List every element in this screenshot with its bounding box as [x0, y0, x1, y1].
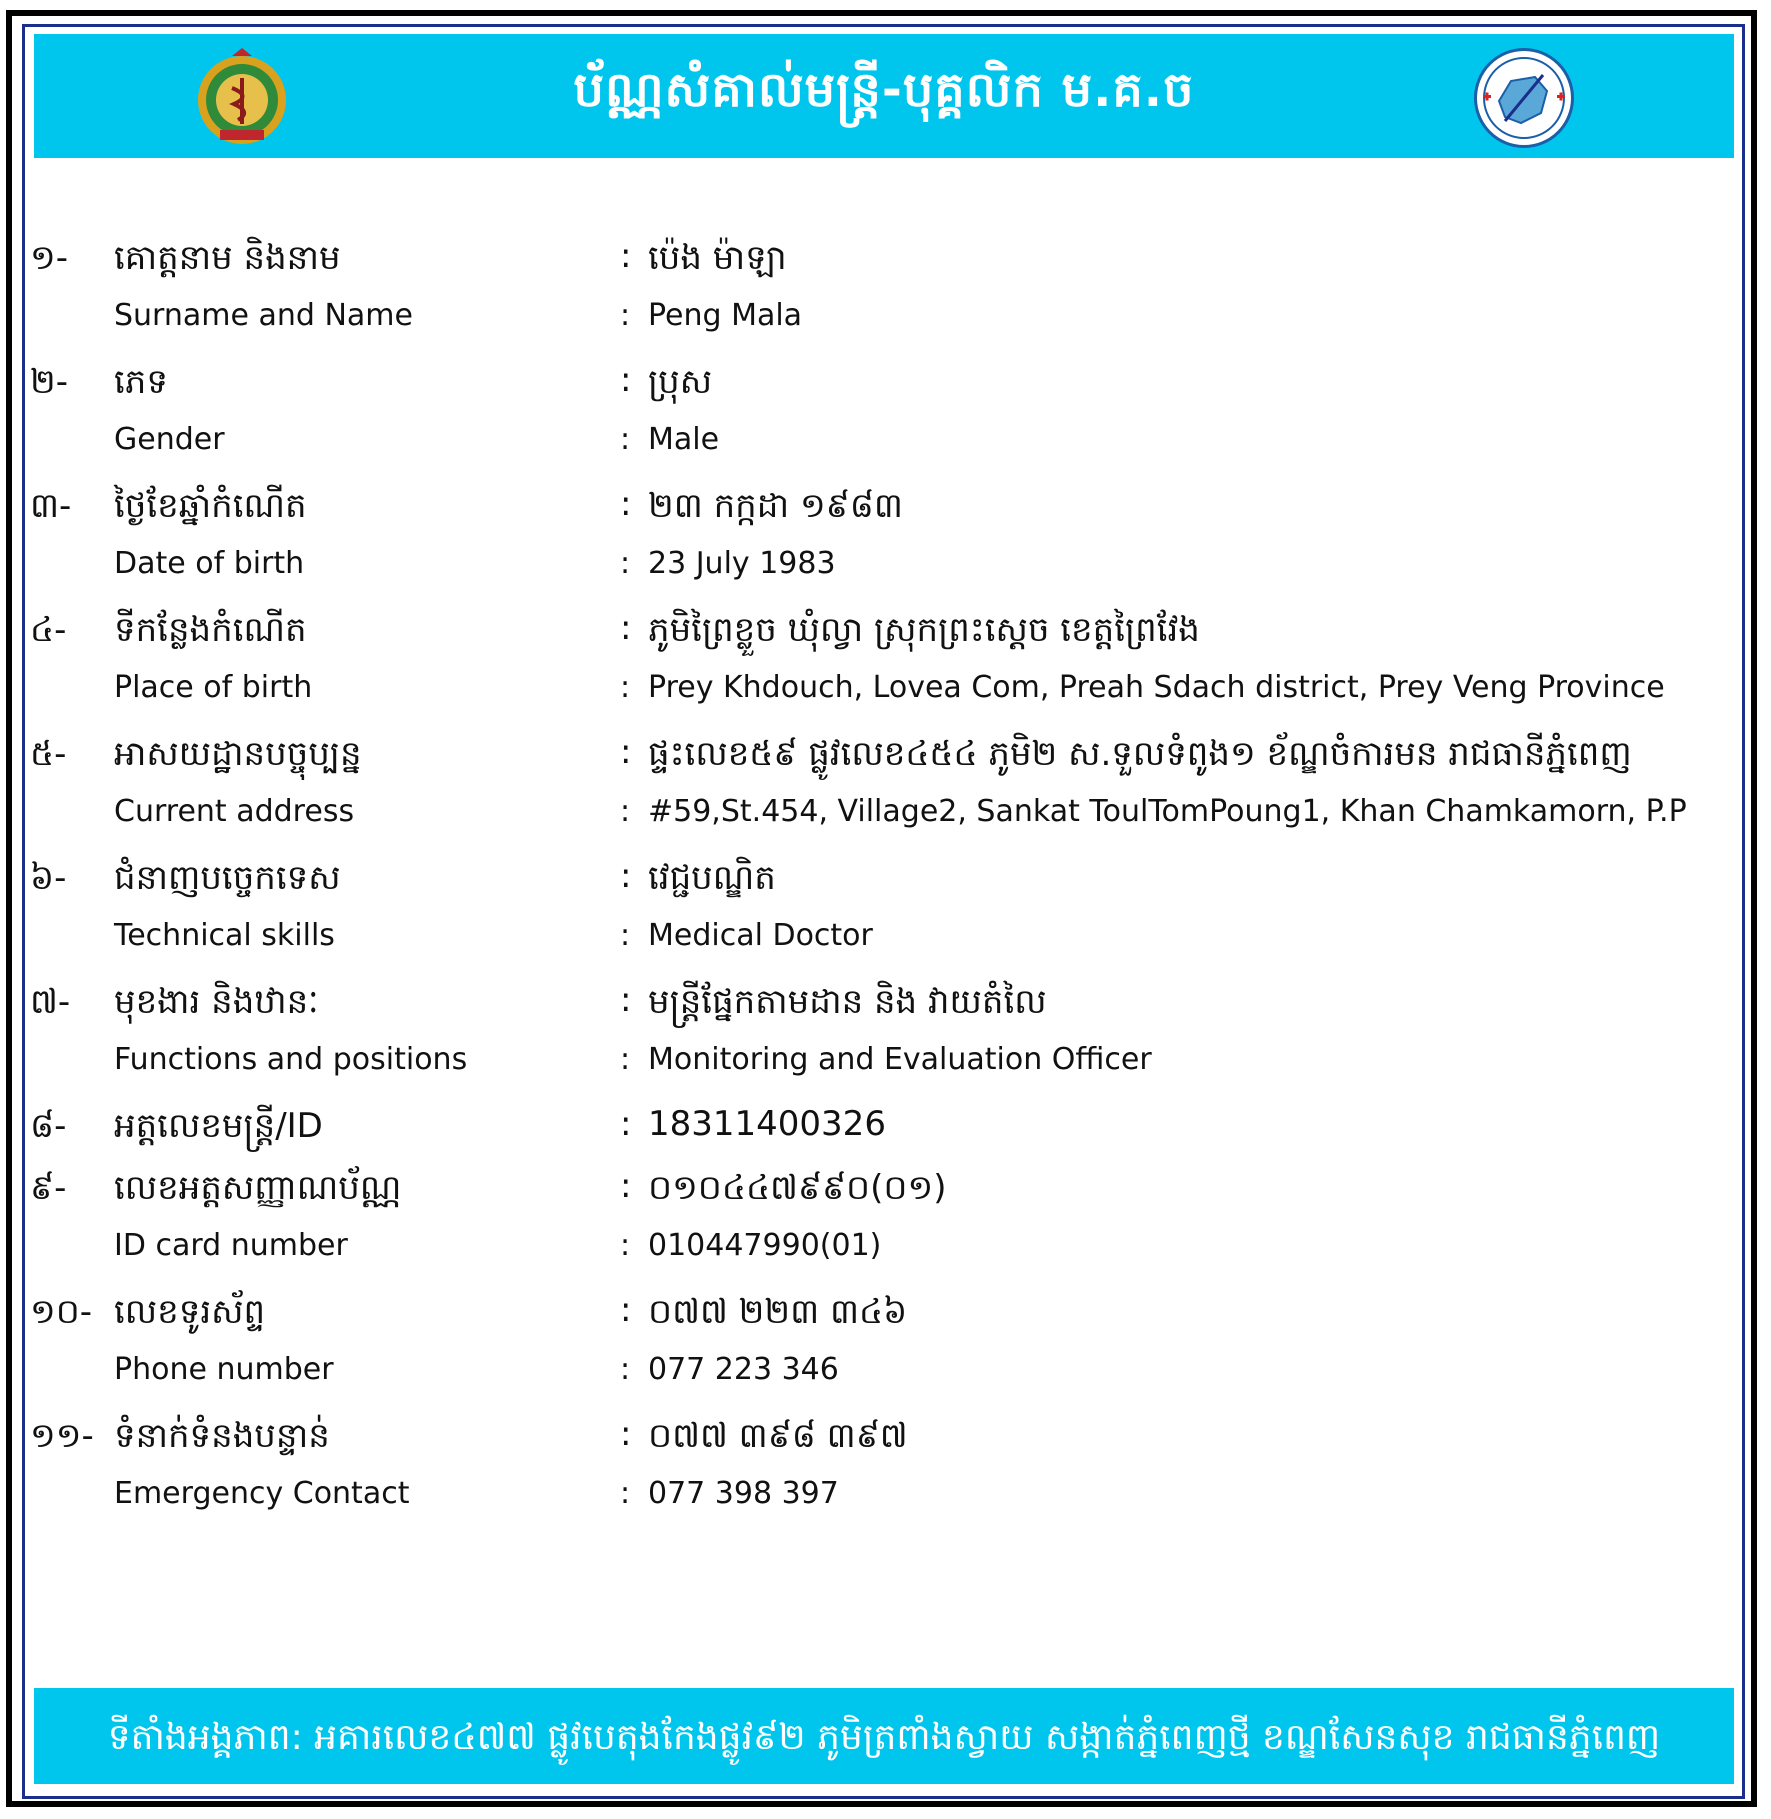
row-label: ជំនាញបច្ចេកទេស	[114, 858, 341, 898]
row-colon: :	[620, 546, 631, 581]
row-colon: :	[620, 608, 632, 648]
row-label: Technical skills	[114, 918, 335, 953]
row-colon: :	[620, 484, 632, 524]
footer-address: ទីតាំងអង្គភាព: អគារលេខ៤៧៧ ផ្លូវបេតុងកែងផ្លូវ៩២ ភូមិត្រពាំងស្វាយ សង្កាត់ភ្នំពេញថ្មី ខណ្ឌសែនសុខ រាជធានីភ្នំពេញ	[107, 1717, 1661, 1758]
row-label: អាសយដ្ឋានបច្ចុប្បន្ន	[114, 734, 362, 774]
row-value: 18311400326	[648, 1104, 886, 1144]
row-value: មន្ត្រីផ្នែកតាមដាន និង វាយតំលៃ	[648, 982, 1047, 1022]
row-number: ៦-	[30, 858, 67, 898]
row-number: ១១-	[30, 1416, 94, 1456]
row-address-en	[30, 794, 1730, 856]
row-idcard-en	[30, 1228, 1730, 1290]
row-label: Date of birth	[114, 546, 305, 581]
row-number: ១-	[30, 238, 69, 278]
row-value: ០៧៧ ២២៣ ៣៤៦	[648, 1292, 908, 1332]
row-colon: :	[620, 422, 631, 457]
row-gender-km	[30, 360, 1730, 422]
row-colon: :	[620, 856, 632, 896]
row-number: ៥-	[30, 734, 67, 774]
row-phone-en	[30, 1352, 1730, 1414]
header-banner	[34, 34, 1734, 158]
row-colon: :	[620, 1228, 631, 1263]
row-value: ប៉េង ម៉ាឡា	[648, 238, 787, 278]
row-value: ភូមិព្រៃខ្លួច ឃុំល្វា ស្រុកព្រះស្តេច ខេត្តព្រៃវែង	[648, 610, 1200, 650]
row-value: ប្រុស	[648, 362, 713, 402]
row-value: Peng Mala	[648, 298, 803, 333]
row-label: ទំនាក់ទំនងបន្ទាន់	[114, 1416, 330, 1456]
row-label: អត្តលេខមន្ត្រី/ID	[114, 1106, 323, 1146]
row-colon: :	[620, 1042, 631, 1077]
row-value: ០១០៤៤៧៩៩០(០១)	[648, 1168, 947, 1208]
info-rows	[30, 236, 1730, 1538]
row-pob-km	[30, 608, 1730, 670]
row-phone-km	[30, 1290, 1730, 1352]
row-colon: :	[620, 980, 632, 1020]
row-label: Surname and Name	[114, 298, 413, 333]
row-dob-km	[30, 484, 1730, 546]
row-value: 010447990(01)	[648, 1228, 882, 1263]
row-colon: :	[620, 732, 632, 772]
row-colon: :	[620, 360, 632, 400]
row-value: ០៧៧ ៣៩៨ ៣៩៧	[648, 1416, 908, 1456]
row-skills-km	[30, 856, 1730, 918]
row-value: 23 July 1983	[648, 546, 836, 581]
row-label: លេខអត្តសញ្ញាណប័ណ្ណ	[114, 1168, 402, 1208]
row-label: Emergency Contact	[114, 1476, 410, 1511]
row-value: វេជ្ជបណ្ឌិត	[648, 858, 776, 898]
row-label: ID card number	[114, 1228, 348, 1263]
row-colon: :	[620, 236, 632, 276]
row-number: ៣-	[30, 486, 72, 526]
row-skills-en	[30, 918, 1730, 980]
row-label: មុខងារ និងឋានៈ	[114, 982, 319, 1022]
row-colon: :	[620, 670, 631, 705]
row-colon: :	[620, 1476, 631, 1511]
row-dob-en	[30, 546, 1730, 608]
row-address-km	[30, 732, 1730, 794]
row-colon: :	[620, 1104, 632, 1144]
row-colon: :	[620, 918, 631, 953]
row-label: គោត្តនាម និងនាម	[114, 238, 341, 278]
footer-banner	[34, 1688, 1734, 1784]
row-label: ភេទ	[114, 362, 168, 402]
row-label: Functions and positions	[114, 1042, 468, 1077]
row-value: #59,St.454, Village2, Sankat ToulTomPoung1, Khan Chamkamorn, P.P	[648, 794, 1687, 829]
row-gender-en	[30, 422, 1730, 484]
row-label: លេខទូរស័ព្ទ	[114, 1292, 266, 1332]
row-number: ២-	[30, 362, 69, 402]
row-label: ទីកន្លែងកំណើត	[114, 610, 307, 650]
cnm-logo-icon	[1474, 48, 1574, 148]
row-position-en	[30, 1042, 1730, 1104]
row-number: ១០-	[30, 1292, 93, 1332]
row-pob-en	[30, 670, 1730, 732]
row-surname-en	[30, 298, 1730, 360]
row-colon: :	[620, 298, 631, 333]
row-colon: :	[620, 1414, 632, 1454]
row-label: Gender	[114, 422, 225, 457]
row-value: Prey Khdouch, Lovea Com, Preah Sdach district, Prey Veng Province	[648, 670, 1665, 705]
row-value: Male	[648, 422, 720, 457]
row-value: Medical Doctor	[648, 918, 873, 953]
row-colon: :	[620, 794, 631, 829]
row-number: ៩-	[30, 1168, 67, 1208]
row-value: ផ្ទះលេខ៥៩ ផ្លូវលេខ៤៥៤ ភូមិ២ ស.ទួលទំពូង១ ខ័ណ្ឌចំការមន រាជធានីភ្នំពេញ	[648, 734, 1632, 774]
row-value: Monitoring and Evaluation Officer	[648, 1042, 1152, 1077]
row-number: ៧-	[30, 982, 71, 1022]
row-label: Current address	[114, 794, 355, 829]
row-colon: :	[620, 1352, 631, 1387]
row-value: 077 398 397	[648, 1476, 839, 1511]
row-idcard-km	[30, 1166, 1730, 1228]
row-label: ថ្ងៃខែឆ្នាំកំណើត	[114, 486, 307, 526]
row-surname-km	[30, 236, 1730, 298]
row-label: Place of birth	[114, 670, 313, 705]
row-label: Phone number	[114, 1352, 334, 1387]
header-title: ប័ណ្ណសំគាល់មន្ត្រី-បុគ្គលិក ម.គ.ច	[573, 62, 1195, 118]
row-value: 077 223 346	[648, 1352, 839, 1387]
row-number: ៤-	[30, 610, 67, 650]
row-value: ២៣ កក្កដា ១៩៨៣	[648, 486, 903, 526]
row-staff-id	[30, 1104, 1730, 1166]
row-number: ៨-	[30, 1106, 67, 1146]
row-emergency-km	[30, 1414, 1730, 1476]
row-emergency-en	[30, 1476, 1730, 1538]
row-colon: :	[620, 1290, 632, 1330]
row-position-km	[30, 980, 1730, 1042]
row-colon: :	[620, 1166, 632, 1206]
